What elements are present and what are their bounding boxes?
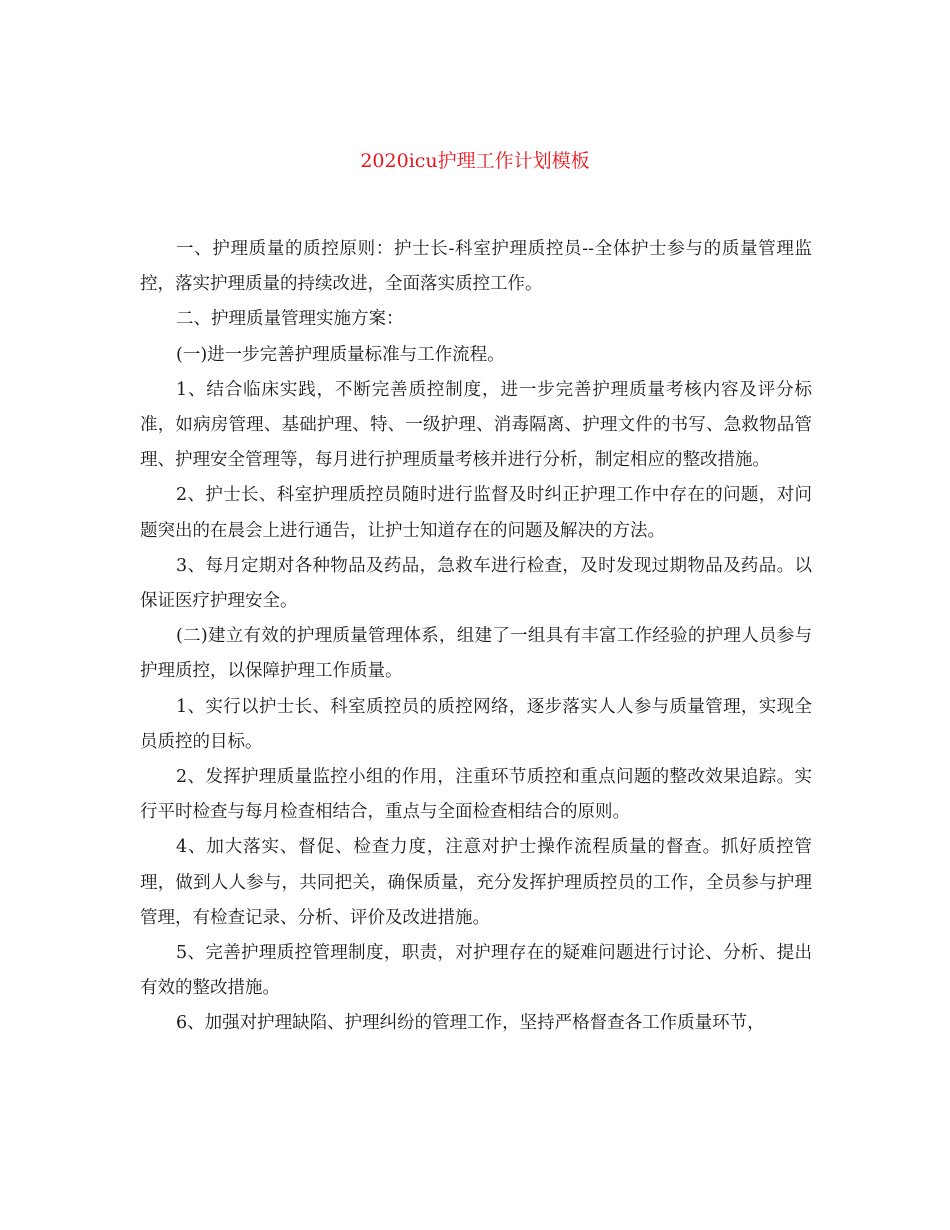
paragraph-subsection-2: (二)建立有效的护理质量管理体系，组建了一组具有丰富工作经验的护理人员参与护理质控，以保障护理工作质量。: [140, 626, 812, 682]
document-body: [140, 232, 812, 1042]
paragraph-quality-principle: 一、护理质量的质控原则：护士长-科室护理质控员--全体护士参与的质量管理监控，落实护理质量的持续改进，全面落实质控工作。: [140, 239, 812, 295]
paragraph-item: 2、护士长、科室护理质控员随时进行监督及时纠正护理工作中存在的问题，对问题突出的在晨会上进行通告，让护士知道存在的问题及解决的方法。: [140, 485, 812, 541]
document-title: 2020icu护理工作计划模板: [360, 150, 590, 172]
paragraph-item: 1、结合临床实践，不断完善质控制度，进一步完善护理质量考核内容及评分标准，如病房管理、基础护理、特、一级护理、消毒隔离、护理文件的书写、急救物品管理、护理安全管理等，每月进行护理质量考核并进行分析，制定相应的整改措施。: [140, 379, 812, 471]
paragraph-item: 5、完善护理质控管理制度，职责，对护理存在的疑难问题进行讨论、分析、提出有效的整改措施。: [140, 943, 812, 999]
paragraph-section-heading: 二、护理质量管理实施方案：: [176, 309, 404, 330]
paragraph-item: 4、加大落实、督促、检查力度，注意对护士操作流程质量的督查。抓好质控管理，做到人人参与，共同把关，确保质量，充分发挥护理质控员的工作，全员参与护理管理，有检查记录、分析、评价及改进措施。: [140, 837, 812, 928]
paragraph-item: 1、实行以护士长、科室质控员的质控网络，逐步落实人人参与质量管理，实现全员质控的目标。: [140, 696, 812, 752]
paragraph-item: 3、每月定期对各种物品及药品，急救车进行检查，及时发现过期物品及药品。以保证医疗护理安全。: [140, 555, 812, 612]
paragraph-item: 6、加强对护理缺陷、护理纠纷的管理工作，坚持严格督查各工作质量环节，: [176, 1013, 765, 1034]
paragraph-subsection-1: (一)进一步完善护理质量标准与工作流程。: [176, 344, 505, 365]
paragraph-item: 2、发挥护理质量监控小组的作用，注重环节质控和重点问题的整改效果追踪。实行平时检查与每月检查相结合，重点与全面检查相结合的原则。: [140, 767, 812, 823]
